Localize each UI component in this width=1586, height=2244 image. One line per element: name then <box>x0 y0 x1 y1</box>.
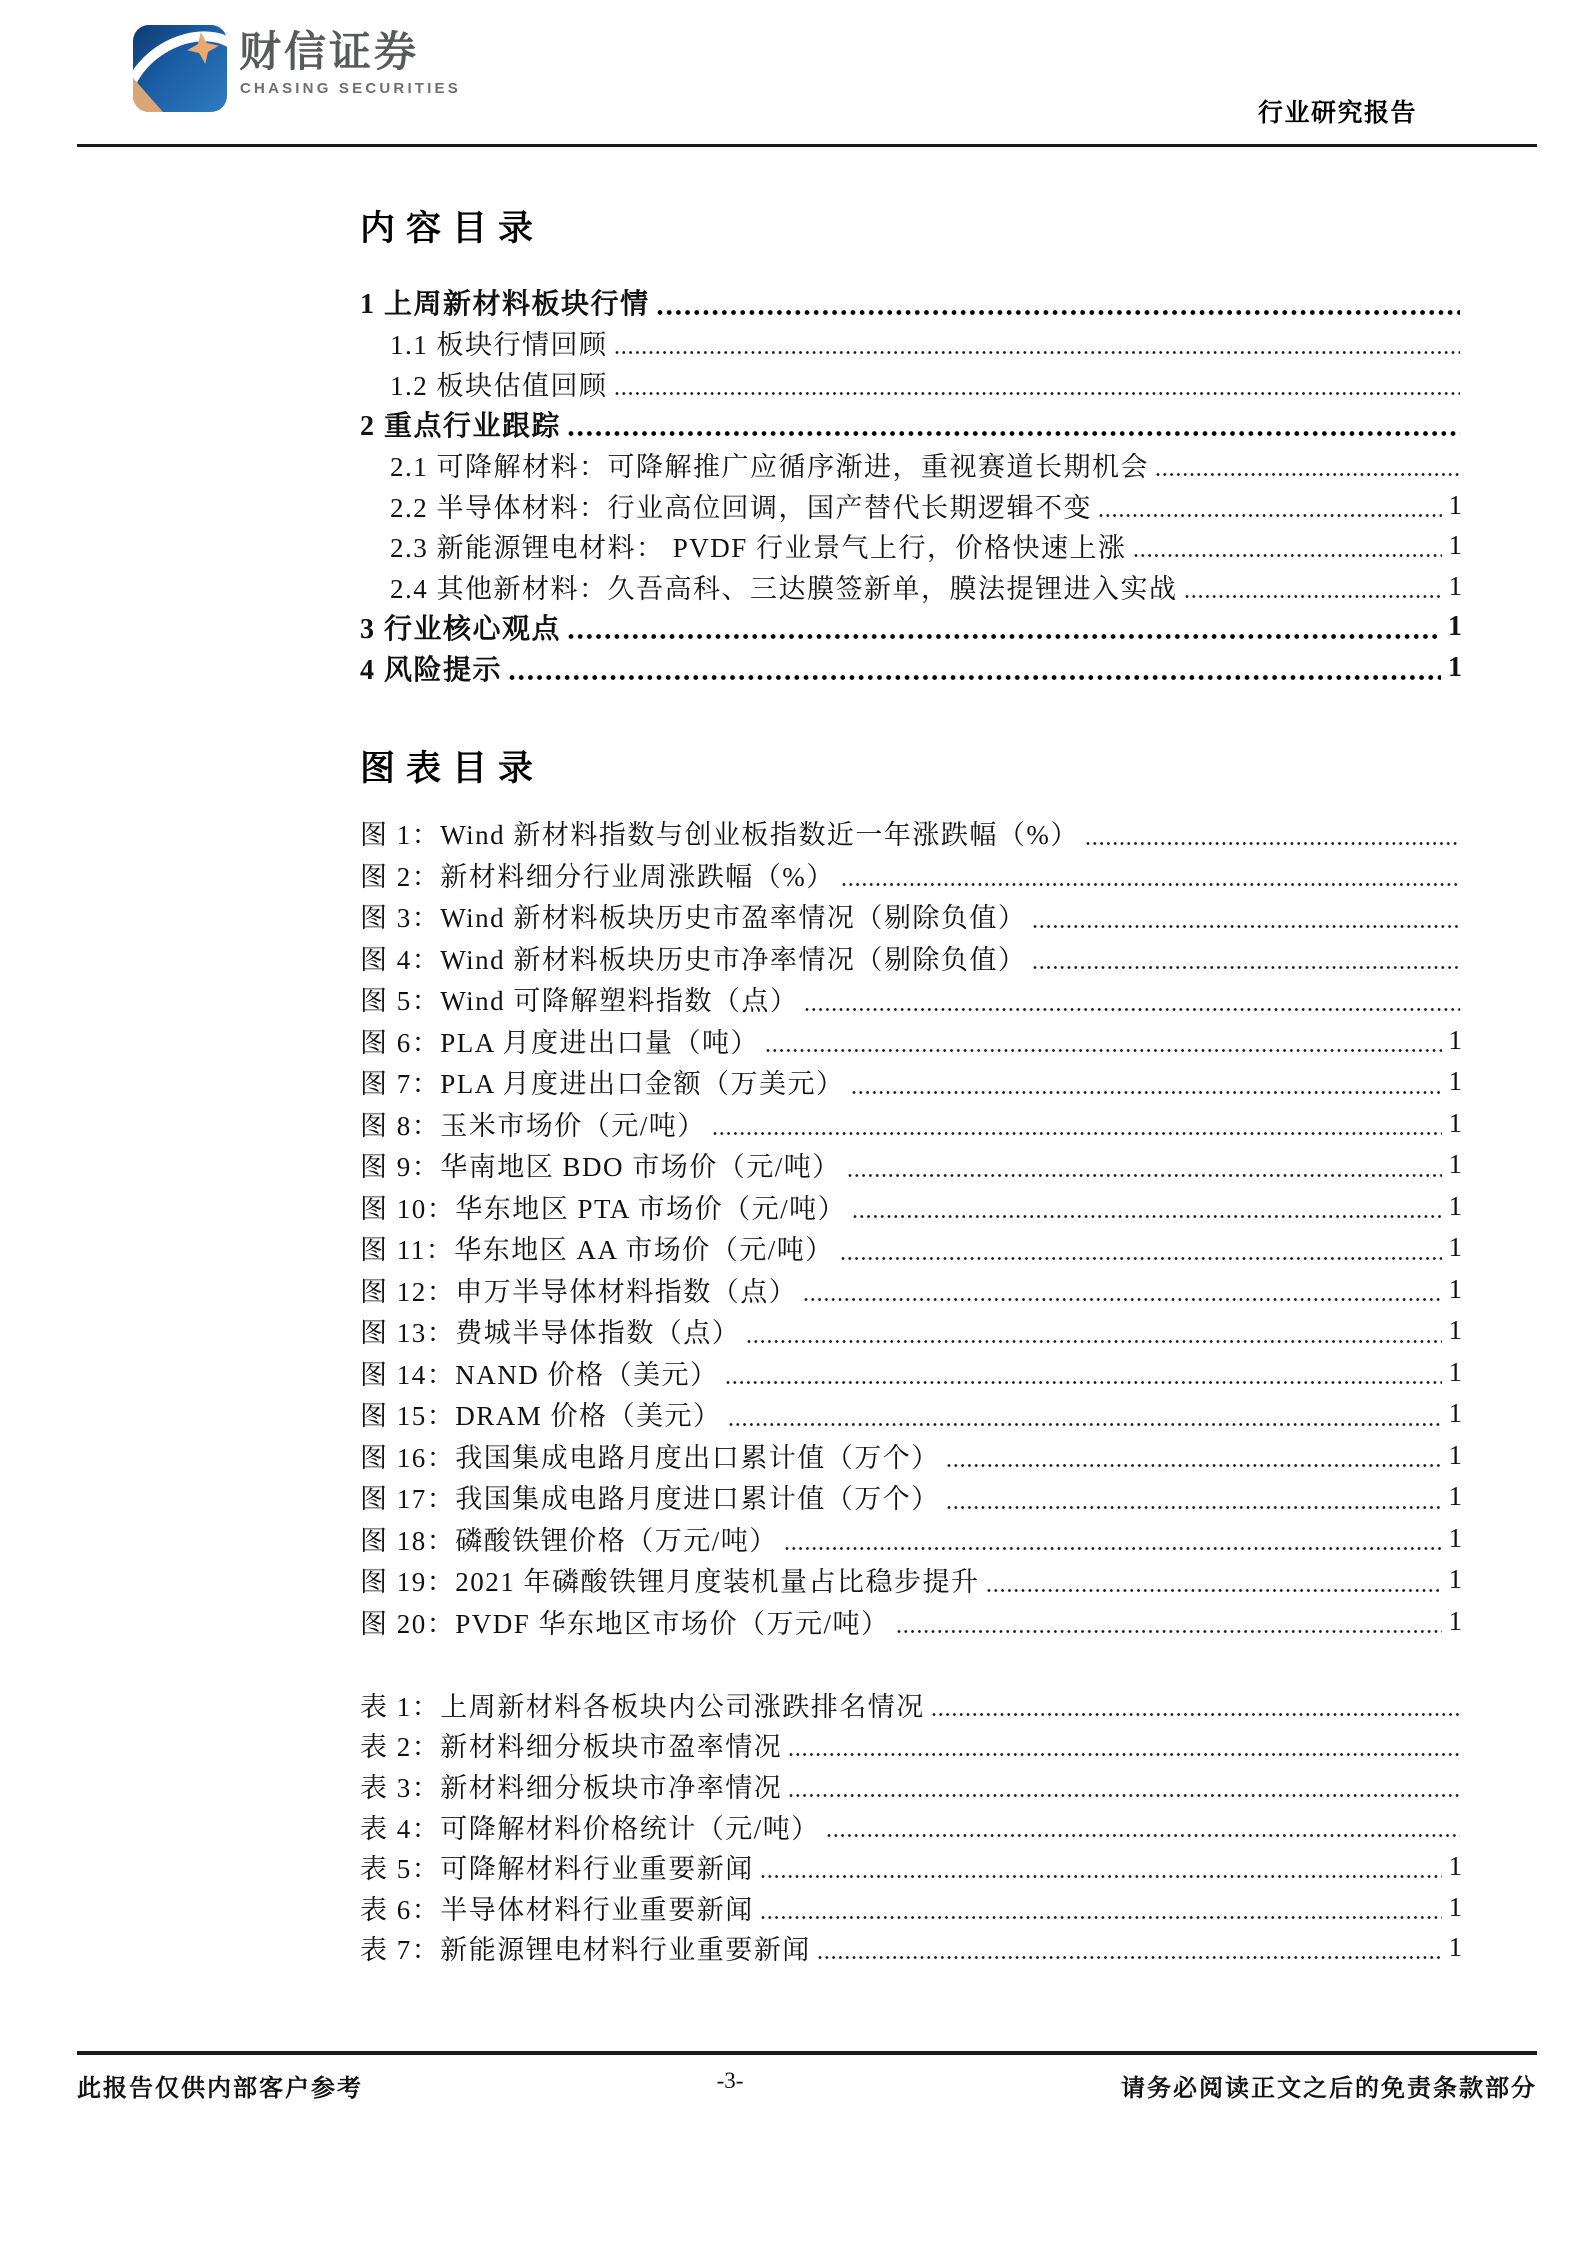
figure-entry-label: 图 9：华南地区 BDO 市场价（元/吨） <box>360 1152 841 1183</box>
table-entry-label: 表 3：新材料细分板块市净率情况 <box>360 1772 783 1803</box>
table-entry[interactable] <box>360 1846 1462 1887</box>
toc-entry[interactable] <box>360 647 1462 688</box>
figure-entry-label: 图 10：华东地区 PTA 市场价（元/吨） <box>360 1193 847 1224</box>
logo-corner-triangle-icon <box>133 78 163 112</box>
dot-leader <box>729 1422 1442 1427</box>
table-entry[interactable] <box>360 1725 1462 1766</box>
figure-entry-label: 图 16：我国集成电路月度出口累计值（万个） <box>360 1442 940 1473</box>
toc-entry[interactable] <box>360 526 1462 567</box>
figure-entry-label: 图 13：费城半导体指数（点） <box>360 1318 741 1349</box>
figure-entry-page-number: 1 <box>1448 1273 1462 1304</box>
figure-entry-page-number: 1 <box>1448 1522 1462 1553</box>
dot-leader <box>1099 513 1442 518</box>
dot-leader <box>932 1712 1460 1717</box>
figure-entry-label: 图 14：NAND 价格（美元） <box>360 1359 719 1390</box>
dot-leader <box>1033 965 1460 970</box>
dot-leader <box>827 1833 1460 1838</box>
toc-entry-page-number: 1 <box>1448 530 1462 561</box>
figure-entry[interactable] <box>360 1476 1462 1518</box>
dot-leader <box>805 1007 1460 1012</box>
toc-entry[interactable] <box>360 444 1462 485</box>
toc-entry-page-number: 1 <box>1448 570 1462 601</box>
figure-list <box>360 812 1462 1642</box>
dot-leader <box>852 1090 1442 1095</box>
dot-leader <box>615 350 1461 355</box>
table-entry[interactable] <box>360 1684 1462 1725</box>
toc-entry-page-number: 1 <box>1448 489 1462 520</box>
figure-entry-label: 图 7：PLA 月度进出口金额（万美元） <box>360 1069 845 1100</box>
figure-entry-page-number: 1 <box>1448 1232 1462 1263</box>
figure-entry-page-number: 1 <box>1448 1107 1462 1138</box>
brand-name-en: CHASING SECURITIES <box>240 80 461 97</box>
dot-leader <box>897 1629 1442 1634</box>
dot-leader <box>726 1380 1442 1385</box>
dot-leader <box>747 1339 1441 1344</box>
figure-entry-page-number: 1 <box>1448 1439 1462 1470</box>
footer-disclaimer-left: 此报告仅供内部客户参考 <box>77 2076 363 2102</box>
figure-entry-label: 图 6：PLA 月度进出口量（吨） <box>360 1027 760 1058</box>
toc-entry-label: 2 重点行业跟踪 <box>360 411 562 443</box>
dot-leader <box>789 1752 1460 1757</box>
toc-entry-page-number: 1 <box>1448 611 1462 643</box>
dot-leader <box>568 633 1441 640</box>
toc-entry-label: 3 行业核心观点 <box>360 614 562 646</box>
figure-entry[interactable] <box>360 1186 1462 1228</box>
figure-entry-label: 图 20：PVDF 华东地区市场价（万元/吨） <box>360 1608 890 1639</box>
figure-entry-label: 图 2：新材料细分行业周涨跌幅（%） <box>360 861 835 892</box>
figure-entry[interactable] <box>360 1352 1462 1394</box>
toc-entry[interactable] <box>360 485 1462 526</box>
dot-leader <box>509 674 1441 681</box>
toc-section-title: 内容目录 <box>360 209 545 248</box>
figure-entry-page-number: 1 <box>1448 1315 1462 1346</box>
dot-leader <box>1185 594 1442 599</box>
figure-entry-label: 图 5：Wind 可降解塑料指数（点） <box>360 986 799 1017</box>
dot-leader <box>1086 841 1460 846</box>
figure-entry-label: 图 18：磷酸铁锂价格（万元/吨） <box>360 1525 778 1556</box>
dot-leader <box>615 391 1461 396</box>
dot-leader <box>766 1048 1441 1053</box>
dot-leader <box>841 1256 1442 1261</box>
dot-leader <box>848 1173 1442 1178</box>
figure-entry-page-number: 1 <box>1448 1398 1462 1429</box>
footer-disclaimer-right: 请务必阅读正文之后的免责条款部分 <box>1121 2076 1537 2102</box>
figure-entry[interactable] <box>360 895 1462 937</box>
document-type-label: 行业研究报告 <box>1257 100 1417 127</box>
table-entry-page-number: 1 <box>1448 1891 1462 1922</box>
figure-entry[interactable] <box>360 1103 1462 1145</box>
figures-section-title: 图表目录 <box>360 749 545 788</box>
figure-entry[interactable] <box>360 1393 1462 1435</box>
company-logo-icon <box>133 25 227 112</box>
toc-entry[interactable] <box>360 607 1462 648</box>
dot-leader <box>947 1463 1442 1468</box>
logo-star-icon <box>185 30 221 66</box>
brand-name-cn: 财信证券 <box>239 28 420 75</box>
toc-entry[interactable] <box>360 363 1462 404</box>
dot-leader <box>804 1297 1441 1302</box>
toc-entry-label: 1.1 板块行情回顾 <box>390 330 608 361</box>
toc-list <box>360 282 1462 688</box>
dot-leader <box>842 882 1460 887</box>
figure-entry-label: 图 15：DRAM 价格（美元） <box>360 1401 722 1432</box>
table-entry-page-number: 1 <box>1448 1932 1462 1963</box>
figure-entry[interactable] <box>360 1269 1462 1311</box>
figure-entry[interactable] <box>360 1061 1462 1103</box>
figure-entry-page-number: 1 <box>1448 1481 1462 1512</box>
toc-entry[interactable] <box>360 282 1462 323</box>
figure-entry[interactable] <box>360 1227 1462 1269</box>
dot-leader <box>1134 553 1442 558</box>
figure-entry[interactable] <box>360 1518 1462 1560</box>
toc-entry-label: 1 上周新材料板块行情 <box>360 289 650 321</box>
dot-leader <box>568 430 1460 437</box>
figure-entry[interactable] <box>360 978 1462 1020</box>
table-entry-label: 表 7：新能源锂电材料行业重要新闻 <box>360 1935 811 1966</box>
figure-entry[interactable] <box>360 1435 1462 1477</box>
dot-leader <box>713 1131 1442 1136</box>
table-entry[interactable] <box>360 1806 1462 1847</box>
figure-entry[interactable] <box>360 1144 1462 1186</box>
table-list <box>360 1684 1462 1968</box>
dot-leader <box>853 1214 1441 1219</box>
table-entry-label: 表 1：上周新材料各板块内公司涨跌排名情况 <box>360 1691 925 1722</box>
figure-entry-label: 图 12：申万半导体材料指数（点） <box>360 1276 798 1307</box>
table-entry-label: 表 2：新材料细分板块市盈率情况 <box>360 1732 783 1763</box>
figure-entry[interactable] <box>360 937 1462 979</box>
header-rule <box>77 144 1537 147</box>
toc-entry-label: 2.3 新能源锂电材料： PVDF 行业景气上行，价格快速上涨 <box>390 533 1127 564</box>
figure-entry-label: 图 3：Wind 新材料板块历史市盈率情况（剔除负值） <box>360 903 1027 934</box>
table-entry-label: 表 6：半导体材料行业重要新闻 <box>360 1894 754 1925</box>
table-entry-label: 表 5：可降解材料行业重要新闻 <box>360 1854 754 1885</box>
table-entry[interactable] <box>360 1887 1462 1928</box>
dot-leader <box>947 1505 1442 1510</box>
figure-entry-label: 图 11：华东地区 AA 市场价（元/吨） <box>360 1235 834 1266</box>
footer-rule <box>77 2051 1537 2055</box>
dot-leader <box>818 1955 1442 1960</box>
figure-entry-page-number: 1 <box>1448 1190 1462 1221</box>
figure-entry-page-number: 1 <box>1448 1564 1462 1595</box>
table-entry-label: 表 4：可降解材料价格统计（元/吨） <box>360 1813 820 1844</box>
figure-entry-label: 图 1：Wind 新材料指数与创业板指数近一年涨跌幅（%） <box>360 820 1079 851</box>
dot-leader <box>1156 472 1460 477</box>
toc-entry-label: 2.2 半导体材料：行业高位回调，国产替代长期逻辑不变 <box>390 492 1092 523</box>
figure-entry[interactable] <box>360 1020 1462 1062</box>
figure-entry[interactable] <box>360 812 1462 854</box>
footer-page-number: -3- <box>716 2068 744 2093</box>
figure-entry[interactable] <box>360 1310 1462 1352</box>
figure-entry-page-number: 1 <box>1448 1605 1462 1636</box>
figure-entry-page-number: 1 <box>1448 1356 1462 1387</box>
figure-entry-label: 图 19：2021 年磷酸铁锂月度装机量占比稳步提升 <box>360 1567 980 1598</box>
figure-entry-page-number: 1 <box>1448 1149 1462 1180</box>
toc-entry[interactable] <box>360 323 1462 364</box>
dot-leader <box>785 1546 1442 1551</box>
dot-leader <box>657 309 1460 316</box>
toc-entry-label: 4 风险提示 <box>360 654 503 686</box>
toc-entry[interactable] <box>360 566 1462 607</box>
dot-leader <box>761 1874 1442 1879</box>
figure-entry-label: 图 17：我国集成电路月度进口累计值（万个） <box>360 1484 940 1515</box>
figure-entry-label: 图 8：玉米市场价（元/吨） <box>360 1110 706 1141</box>
table-entry[interactable] <box>360 1765 1462 1806</box>
figure-entry-label: 图 4：Wind 新材料板块历史市净率情况（剔除负值） <box>360 944 1027 975</box>
figure-entry-page-number: 1 <box>1448 1066 1462 1097</box>
toc-entry-label: 2.1 可降解材料：可降解推广应循序渐进，重视赛道长期机会 <box>390 452 1149 483</box>
table-entry[interactable] <box>360 1928 1462 1969</box>
dot-leader <box>789 1793 1460 1798</box>
dot-leader <box>1033 924 1460 929</box>
toc-entry-page-number: 1 <box>1448 651 1462 683</box>
toc-entry[interactable] <box>360 404 1462 445</box>
dot-leader <box>987 1588 1442 1593</box>
toc-entry-label: 1.2 板块估值回顾 <box>390 370 608 401</box>
dot-leader <box>761 1915 1442 1920</box>
toc-entry-label: 2.4 其他新材料：久吾高科、三达膜签新单，膜法提锂进入实战 <box>390 573 1178 604</box>
figure-entry[interactable] <box>360 1601 1462 1643</box>
figure-entry[interactable] <box>360 854 1462 896</box>
table-entry-page-number: 1 <box>1448 1851 1462 1882</box>
figure-entry-page-number: 1 <box>1448 1024 1462 1055</box>
figure-entry[interactable] <box>360 1559 1462 1601</box>
